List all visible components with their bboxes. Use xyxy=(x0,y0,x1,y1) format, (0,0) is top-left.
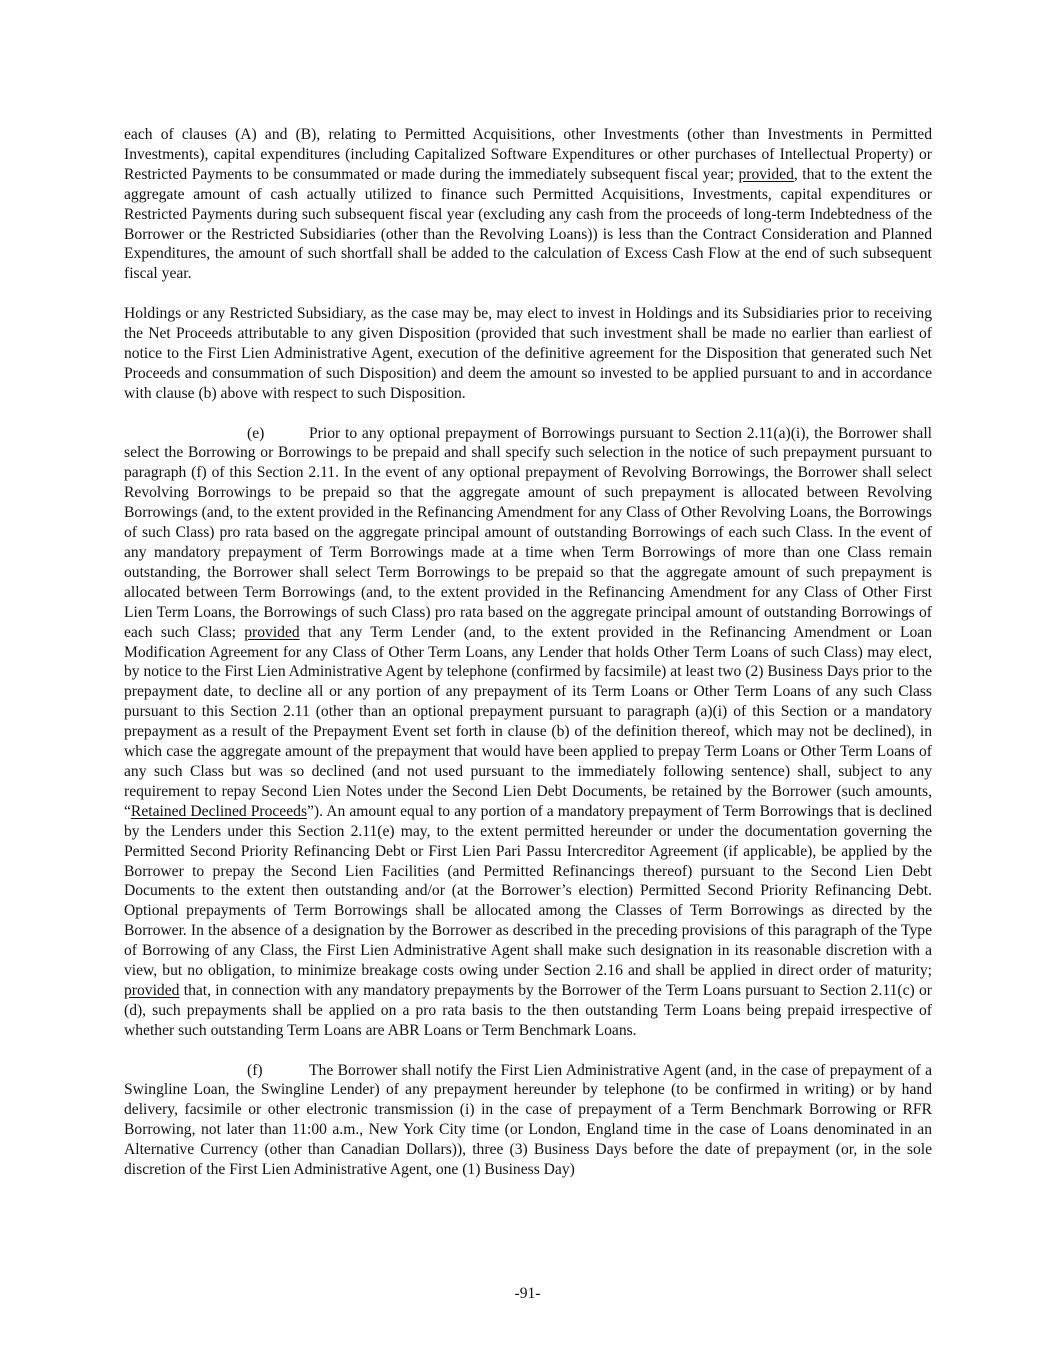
provided-underlined: provided xyxy=(738,165,794,183)
paragraph-f-prepayment-notice: (f) The Borrower shall notify the First Lien Administrative Agent (and, in the case of prepayment of a Swingline Loan, the Swingline Lender) of any prepayment hereunder by telephone (to be confirmed in writing) or by hand delivery, facsimile or other electronic transmission (i) in the case of prepayment of a Term Benchmark Borrowing or RFR Borrowing, not later than 11:00 a.m., New York City time (or London, England time in the case of Loans denominated in an Alternative Currency (other than Canadian Dollars)), three (3) Business Days before the date of prepayment (or, in the sole discretion of the First Lien Administrative Agent, one (1) Business Day) xyxy=(124,1061,932,1179)
paragraph-holdings-investment: Holdings or any Restricted Subsidiary, as the case may be, may elect to invest in Holdings and its Subsidiaries prior to receiving the Net Proceeds attributable to any given Disposition (provided that such investment shall be made no earlier than earliest of notice to the First Lien Administrative Agent, execution of the definitive agreement for the Disposition that generated such Net Proceeds and consummation of such Disposition) and deem the amount so invested to be applied pursuant to and in accordance with clause (b) above with respect to such Disposition. xyxy=(124,305,932,402)
paragraph-continuation: each of clauses (A) and (B), relating to Permitted Acquisitions, other Investments (other than Investments in Permitted Investments), capital expenditures (including Capitalized Software Expenditures or other purchases of Intellectual Property) or Restricted Payments to be consummated or made during the immediately subsequent fiscal year; provided, that to the extent the aggregate amount of cash actually utilized to finance such Permitted Acquisitions, Investments, capital expenditures or Restricted Payments during such subsequent fiscal year (excluding any cash from the proceeds of long-term Indebtedness of the Borrower or the Restricted Subsidiaries (other than the Revolving Loans)) is less than the Contract Consideration and Planned Expenditures, the amount of such shortfall shall be added to the calculation of Excess Cash Flow at the end of such subsequent fiscal year. xyxy=(124,126,932,283)
provided-underlined: provided xyxy=(244,623,300,641)
page-number: -91- xyxy=(514,1285,541,1302)
paragraph-e-prepayment-selection: (e) Prior to any optional prepayment of Borrowings pursuant to Section 2.11(a)(i), the Borrower shall select the Borrowing or Borrowings to be prepaid and shall specify such selection in the notice of such prepayment pursuant to paragraph (f) of this Section 2.11. In the event of any optional prepayment of Revolving Borrowings, the Borrower shall select Revolving Borrowings to be prepaid so that the aggregate amount of such prepayment is allocated between Revolving Borrowings (and, to the extent provided in the Refinancing Amendment for any Class of Other Revolving Loans, the Borrowings of such Class) pro rata based on the aggregate principal amount of outstanding Borrowings of each such Class. In the event of any mandatory prepayment of Term Borrowings made at a time when Term Borrowings of more than one Class remain outstanding, the Borrower shall select Term Borrowings to be prepaid so that the aggregate amount of such prepayment is allocated between Term Borrowings (and, to the extent provided in the Refinancing Amendment for any Class of Other First Lien Term Loans, the Borrowings of such Class) pro rata based on the aggregate principal amount of outstanding Borrowings of each such Class; provided that any Term Lender (and, to the extent provided in the Refinancing Amendment or Loan Modification Agreement for any Class of Other Term Loans, any Lender that holds Other Term Loans of such Class) may elect, by notice to the First Lien Administrative Agent by telephone (confirmed by facsimile) at least two (2) Business Days prior to the prepayment date, to decline all or any portion of any prepayment of its Term Loans or Other Term Loans of any such Class pursuant to this Section 2.11 (other than an optional prepayment pursuant to paragraph (a)(i) of this Section or a mandatory prepayment as a result of the Prepayment Event set forth in clause (b) of the definition thereof, which may not be declined), in which case the aggregate amount of the prepayment that would have been applied to prepay Term Loans or Other Term Loans of any such Class but was so declined (and not used pursuant to the immediately following sentence) shall, subject to any requirement to repay Second Lien Notes under the Second Lien Debt Documents, be retained by the Borrower (such amounts, “Retained Declined Proceeds”). An amount equal to any portion of a mandatory prepayment of Term Borrowings that is declined by the Lenders under this Section 2.11(e) may, to the extent permitted hereunder or under the documentation governing the Permitted Second Priority Refinancing Debt or First Lien Pari Passu Intercreditor Agreement (if applicable), be applied by the Borrower to prepay the Second Lien Facilities (and Permitted Refinancings thereof) pursuant to the Second Lien Debt Documents to the extent then outstanding and/or (at the Borrower’s election) Permitted Second Priority Refinancing Debt. Optional prepayments of Term Borrowings shall be allocated among the Classes of Term Borrowings as directed by the Borrower. In the absence of a designation by the Borrower as described in the preceding provisions of this paragraph of the Type of Borrowing of any Class, the First Lien Administrative Agent shall make such designation in its reasonable discretion with a view, but no obligation, to minimize breakage costs owing under Section 2.16 and shall be applied in direct order of maturity; provided that, in connection with any mandatory prepayments by the Borrower of the Term Loans pursuant to Section 2.11(c) or (d), such prepayments shall be applied on a pro rata basis to the then outstanding Term Loans being prepaid irrespective of whether such outstanding Term Loans are ABR Loans or Term Benchmark Loans. xyxy=(124,424,932,1039)
retained-declined-proceeds-term: Retained Declined Proceeds xyxy=(130,802,308,820)
document-body xyxy=(124,125,932,1180)
clause-label-f: (f) xyxy=(247,1061,263,1079)
clause-label-e: (e) xyxy=(247,424,265,442)
provided-underlined: provided xyxy=(124,981,180,999)
